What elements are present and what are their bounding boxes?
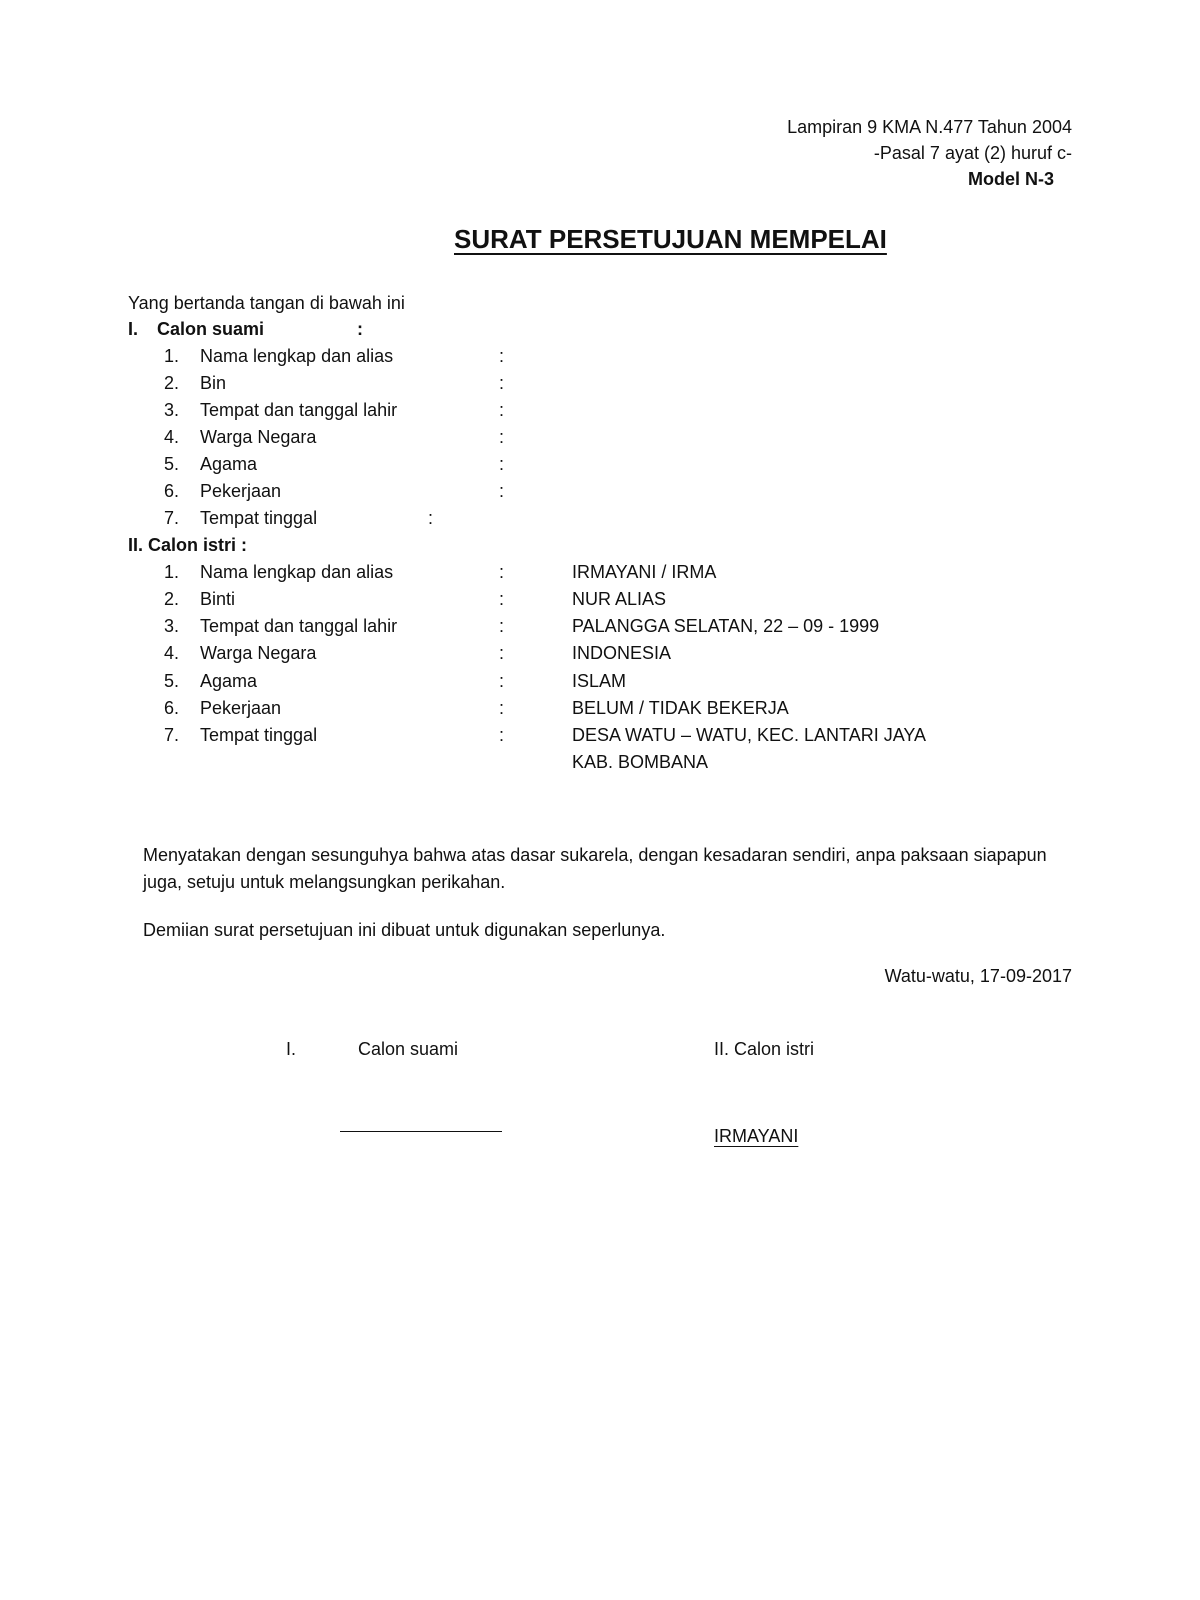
bride-row-number: 2. [164, 589, 180, 609]
bride-row-label: Pekerjaan [200, 698, 282, 718]
groom-row-colon: : [499, 400, 505, 420]
bride-row-value: IRMAYANI / IRMA [572, 562, 717, 582]
groom-row-colon: : [499, 481, 505, 501]
bride-row-value: BELUM / TIDAK BEKERJA [572, 698, 789, 718]
intro-text: Yang bertanda tangan di bawah ini [128, 293, 405, 313]
bride-row-value: PALANGGA SELATAN, 22 – 09 - 1999 [572, 616, 880, 636]
bride-row-value: INDONESIA [572, 643, 672, 663]
bride-row-number: 3. [164, 616, 180, 636]
attachment-reference: Lampiran 9 KMA N.477 Tahun 2004 [787, 117, 1072, 137]
closing-paragraph: Demiian surat persetujuan ini dibuat untuk digunakan seperlunya. [143, 920, 666, 940]
groom-signature-numeral: I. [286, 1039, 297, 1059]
groom-section-colon: : [357, 319, 363, 339]
bride-row-number: 7. [164, 725, 180, 745]
groom-row-colon: : [428, 508, 434, 528]
groom-row-label: Agama [200, 454, 258, 474]
bride-row-colon: : [499, 562, 505, 582]
bride-row-number: 6. [164, 698, 180, 718]
bride-row-colon: : [499, 725, 505, 745]
groom-row-number: 7. [164, 508, 180, 528]
groom-signature-line [340, 1131, 502, 1132]
model-code: Model N-3 [967, 169, 1054, 189]
bride-signature-label: II. Calon istri [714, 1039, 815, 1059]
bride-row-label: Nama lengkap dan alias [200, 562, 394, 582]
groom-row-colon: : [499, 454, 505, 474]
bride-row-number: 4. [164, 643, 180, 663]
place-date: Watu-watu, 17-09-2017 [884, 966, 1072, 986]
groom-row-number: 5. [164, 454, 180, 474]
bride-row-colon: : [499, 616, 505, 636]
groom-row-colon: : [499, 346, 505, 366]
bride-row-value: NUR ALIAS [572, 589, 667, 609]
bride-row-number: 5. [164, 671, 180, 691]
groom-row-number: 1. [164, 346, 180, 366]
bride-row-label: Tempat dan tanggal lahir [200, 616, 398, 636]
statement-paragraph: Menyatakan dengan sesunguhya bahwa atas dasar sukarela, dengan kesadaran sendiri, anpa paksaan siapapun juga, setuju untuk melangsungkan perikahan. [143, 845, 1047, 892]
groom-row-label: Pekerjaan [200, 481, 282, 501]
groom-row-colon: : [499, 373, 505, 393]
bride-signature-name: IRMAYANI [714, 1126, 799, 1146]
bride-row-value: DESA WATU – WATU, KEC. LANTARI JAYA [572, 725, 927, 745]
groom-row-number: 3. [164, 400, 180, 420]
bride-row-value: ISLAM [572, 671, 627, 691]
bride-row-colon: : [499, 643, 505, 663]
groom-section-heading: Calon suami [157, 319, 265, 339]
bride-row-label: Agama [200, 671, 258, 691]
groom-row-label: Warga Negara [200, 427, 317, 447]
groom-row-label: Nama lengkap dan alias [200, 346, 394, 366]
groom-section-numeral: I. [128, 319, 139, 339]
bride-row-colon: : [499, 589, 505, 609]
bride-row-number: 1. [164, 562, 180, 582]
bride-row-label: Warga Negara [200, 643, 317, 663]
bride-section-heading: II. Calon istri : [128, 535, 248, 555]
bride-row-label: Binti [200, 589, 236, 609]
bride-row-colon: : [499, 671, 505, 691]
groom-row-number: 2. [164, 373, 180, 393]
groom-row-label: Tempat dan tanggal lahir [200, 400, 398, 420]
bride-row-label: Tempat tinggal [200, 725, 318, 745]
bride-address-continued: KAB. BOMBANA [572, 752, 709, 772]
groom-row-label: Tempat tinggal [200, 508, 318, 528]
groom-signature-label: Calon suami [358, 1039, 459, 1059]
bride-row-colon: : [499, 698, 505, 718]
groom-row-label: Bin [200, 373, 227, 393]
groom-row-number: 4. [164, 427, 180, 447]
page-title: SURAT PERSETUJUAN MEMPELAI [454, 224, 887, 254]
article-reference: -Pasal 7 ayat (2) huruf c- [873, 143, 1072, 163]
groom-row-colon: : [499, 427, 505, 447]
groom-row-number: 6. [164, 481, 180, 501]
